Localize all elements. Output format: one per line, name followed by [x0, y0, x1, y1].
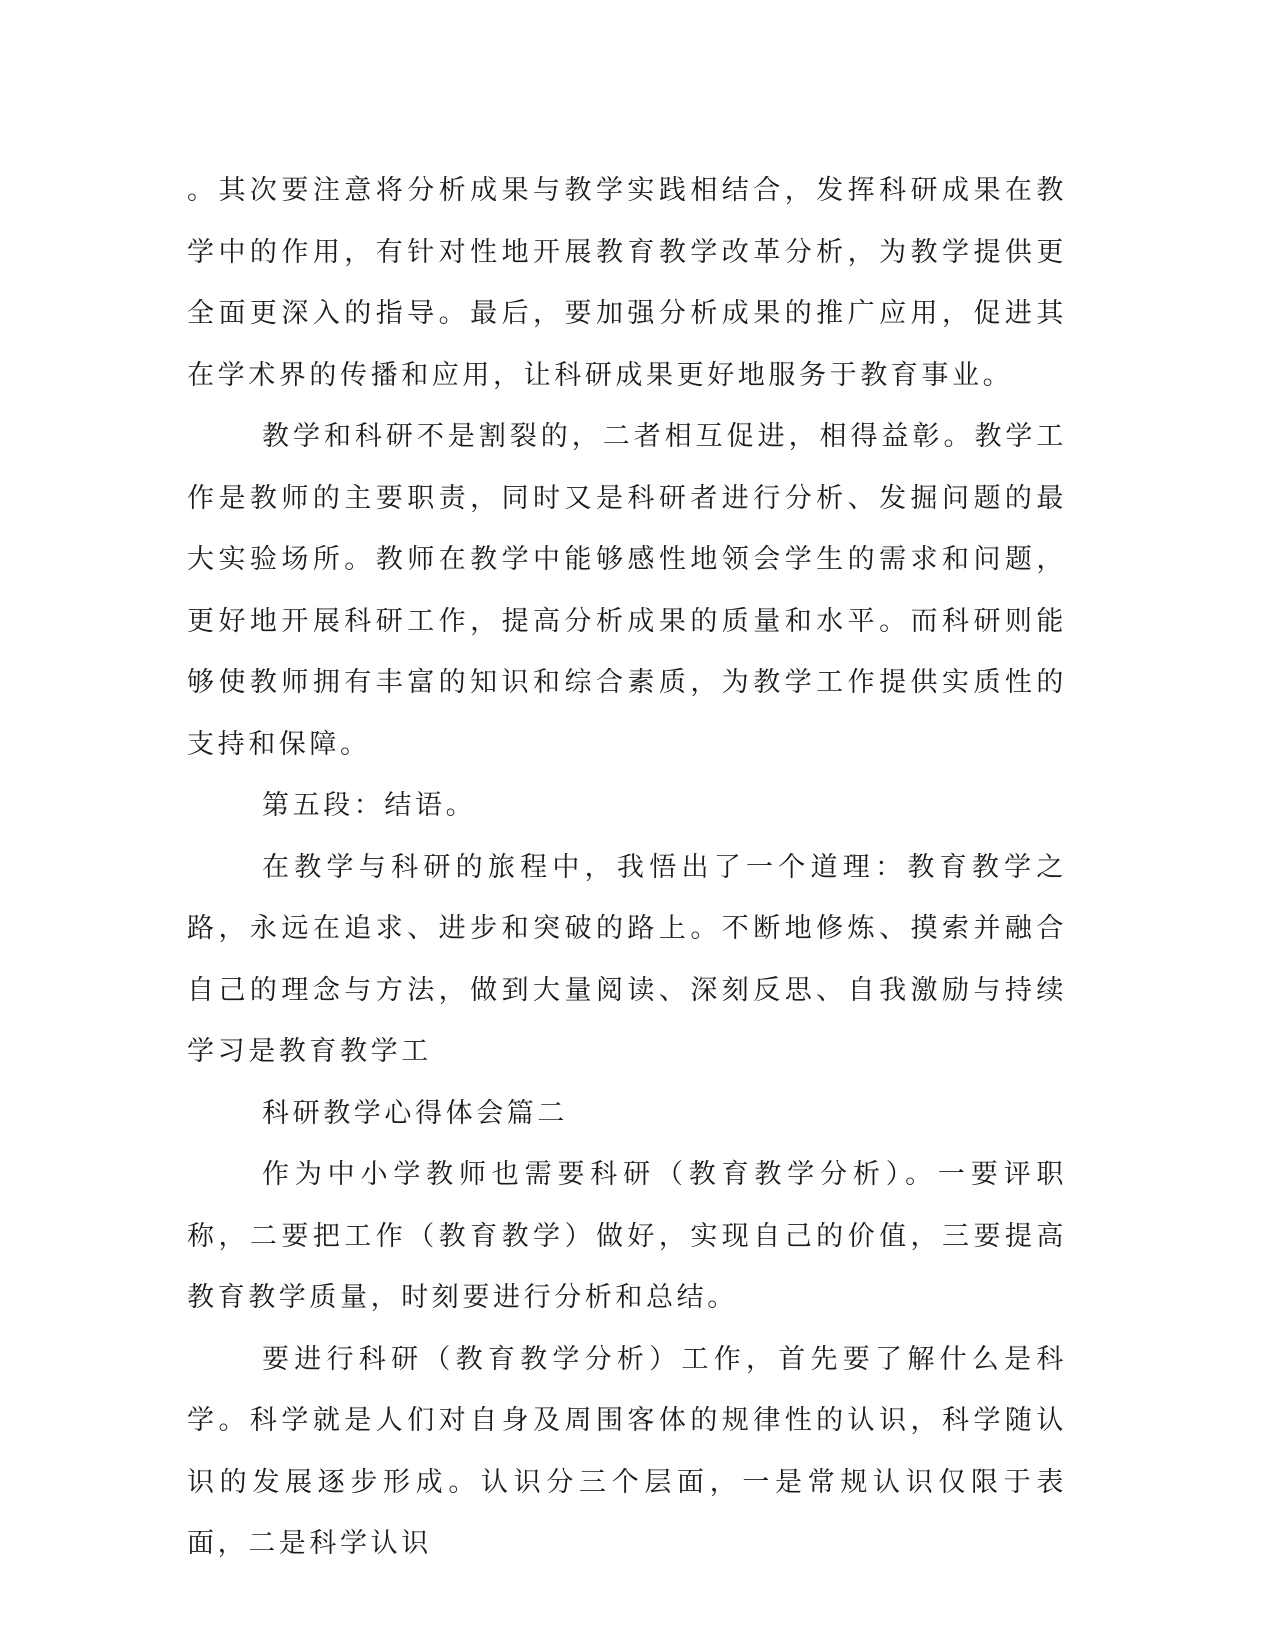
paragraph-conclusion: 在教学与科研的旅程中，我悟出了一个道理：教育教学之路，永远在追求、进步和突破的路上。不断地修炼、摸索并融合自己的理念与方法，做到大量阅读、深刻反思、自我激励与持续学习是教育教学工: [187, 851, 1067, 1067]
paragraph-teaching-research: 教学和科研不是割裂的，二者相互促进，相得益彰。教学工作是教师的主要职责，同时又是科研者进行分析、发掘问题的最大实验场所。教师在教学中能够感性地领会学生的需求和问题，更好地开展科研工作，提高分析成果的质量和水平。而科研则能够使教师拥有丰富的知识和综合素质，为教学工作提供实质性的支持和保障。: [187, 421, 1067, 760]
document-body: [187, 160, 1067, 1575]
paragraph-continuation: 。其次要注意将分析成果与教学实践相结合，发挥科研成果在教学中的作用，有针对性地开展教育教学改革分析，为教学提供更全面更深入的指导。最后，要加强分析成果的推广应用，促进其在学术界的传播和应用，让科研成果更好地服务于教育事业。: [187, 175, 1067, 391]
section-heading-conclusion: 第五段：结语。: [262, 790, 477, 821]
paragraph-science-definition: 要进行科研（教育教学分析）工作，首先要了解什么是科学。科学就是人们对自身及周围客体的规律性的认识，科学随认识的发展逐步形成。认识分三个层面，一是常规认识仅限于表面，二是科学认识: [187, 1343, 1067, 1559]
article-title-part-two: 科研教学心得体会篇二: [262, 1097, 568, 1129]
paragraph-teacher-research: 作为中小学教师也需要科研（教育教学分析）。一要评职称，二要把工作（教育教学）做好，实现自己的价值，三要提高教育教学质量，时刻要进行分析和总结。: [187, 1159, 1067, 1313]
